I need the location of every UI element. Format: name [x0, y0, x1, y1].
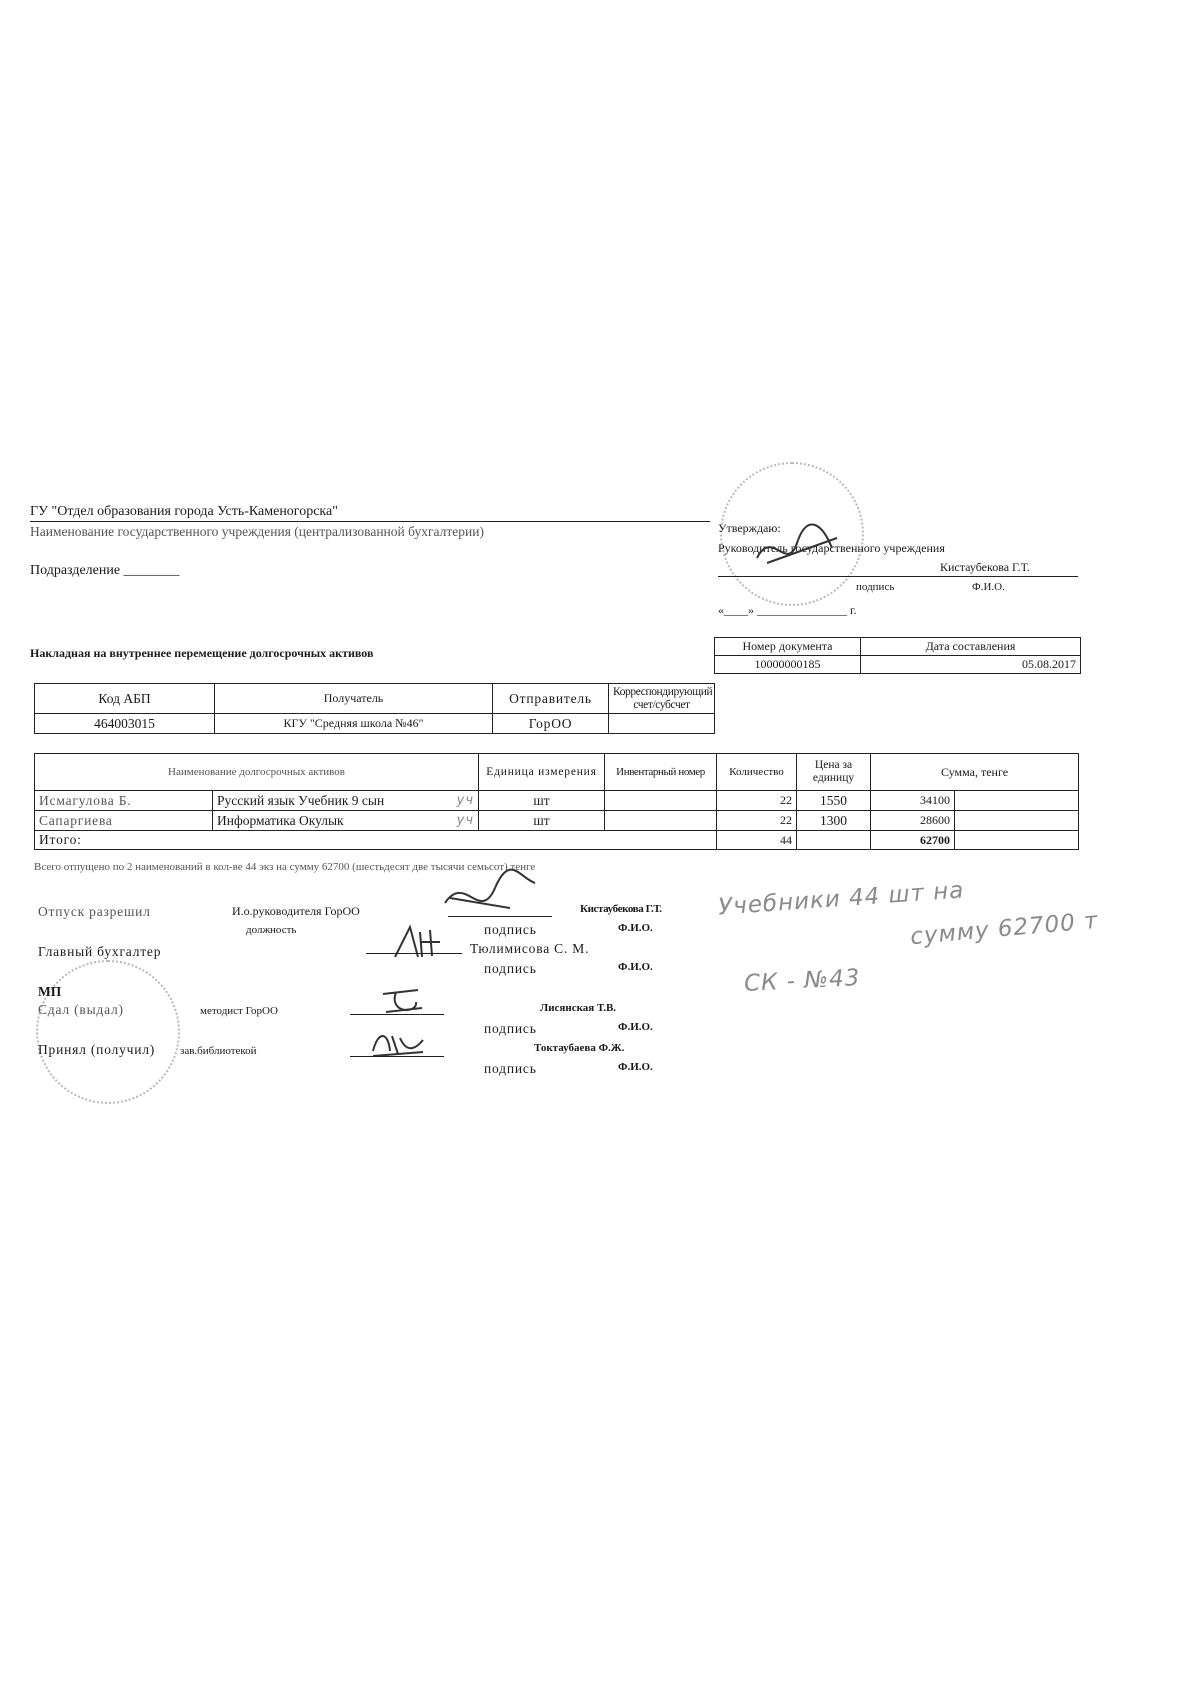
mp-label: МП	[38, 984, 62, 999]
accountant-name: Тюлимисова С. М.	[470, 941, 590, 956]
item-sum: 28600	[871, 811, 955, 831]
release-position: И.о.руководителя ГорОО	[232, 904, 360, 918]
release-name: Кистаубекова Г.Т.	[580, 903, 662, 915]
document-title: Накладная на внутреннее перемещение долгосрочных активов	[30, 646, 374, 660]
accountant-sign-caption: подпись	[484, 961, 537, 976]
item-name: Информатика Окулык уч	[213, 811, 479, 831]
parties-sender: ГорОО	[493, 714, 609, 734]
items-header-sum: Сумма, тенге	[871, 754, 1079, 791]
document-number-table	[714, 637, 1081, 674]
org-underline	[30, 521, 710, 522]
parties-header-sender: Отправитель	[493, 684, 609, 714]
organization-name: ГУ "Отдел образования города Усть-Каменогорска"	[30, 504, 338, 519]
doc-number-value: 10000000185	[715, 656, 861, 674]
release-sign-line	[448, 916, 552, 917]
handwritten-note-line2: сумму 62700 т	[909, 907, 1100, 951]
item-side-note: Исмагулова Б.	[35, 791, 213, 811]
parties-account	[609, 714, 715, 734]
accountant-signature	[390, 922, 450, 962]
item-price: 1550	[797, 791, 871, 811]
item-quantity: 22	[717, 791, 797, 811]
approve-label: Утверждаю:	[718, 521, 781, 535]
total-price-blank	[797, 831, 871, 850]
handed-name: Лисянская Т.В.	[540, 1002, 617, 1014]
parties-header-account: Корреспондирующий счет/субсчет	[609, 684, 715, 714]
handed-sign-line	[350, 1014, 444, 1015]
head-label: Руководитель государственного учреждения	[718, 541, 945, 555]
item-inventory	[605, 791, 717, 811]
handwritten-note-line3: СК - №43	[743, 964, 862, 998]
item-side-note: Сапаргиева	[35, 811, 213, 831]
approval-date-line: «____» _______________ г.	[718, 603, 857, 617]
item-sum-blank	[955, 791, 1079, 811]
item-sum: 34100	[871, 791, 955, 811]
total-quantity: 44	[717, 831, 797, 850]
release-fio-caption: Ф.И.О.	[618, 922, 653, 934]
table-row	[35, 811, 1079, 831]
received-fio-caption: Ф.И.О.	[618, 1061, 653, 1073]
items-table	[34, 753, 1079, 850]
parties-header-abp: Код АБП	[35, 684, 215, 714]
received-position: зав.библиотекой	[180, 1045, 257, 1057]
parties-recipient: КГУ "Средняя школа №46"	[215, 714, 493, 734]
received-sign-line	[350, 1056, 444, 1057]
received-sign-caption: подпись	[484, 1061, 537, 1076]
accountant-label: Главный бухгалтер	[38, 944, 162, 959]
item-price: 1300	[797, 811, 871, 831]
head-signature-line	[718, 576, 1078, 577]
total-row	[35, 831, 1079, 850]
position-caption: должность	[246, 924, 297, 936]
items-header-quantity: Количество	[717, 754, 797, 791]
received-signature	[368, 1026, 428, 1060]
total-sum: 62700	[871, 831, 955, 850]
handed-sign-caption: подпись	[484, 1021, 537, 1036]
subdivision-label: Подразделение ________	[30, 563, 180, 578]
head-sign-caption: подпись	[856, 581, 895, 593]
handed-fio-caption: Ф.И.О.	[618, 1021, 653, 1033]
items-header-unit: Единица измерения	[479, 754, 605, 791]
head-fio-caption: Ф.И.О.	[972, 581, 1005, 593]
accountant-fio-caption: Ф.И.О.	[618, 961, 653, 973]
item-unit: шт	[479, 791, 605, 811]
items-header-inventory: Инвентарный номер	[605, 754, 717, 791]
handwritten-note-line1: Учебники 44 шт на	[717, 877, 966, 921]
items-header-price: Цена за единицу	[797, 754, 871, 791]
release-label: Отпуск разрешил	[38, 904, 151, 919]
head-signature	[752, 518, 842, 578]
release-sign-caption: подпись	[484, 922, 537, 937]
total-sum-blank	[955, 831, 1079, 850]
items-header-name: Наименование долгосрочных активов	[35, 754, 479, 791]
handed-position: методист ГорОО	[200, 1005, 278, 1017]
handed-label: Сдал (выдал)	[38, 1002, 124, 1017]
item-quantity: 22	[717, 811, 797, 831]
parties-table	[34, 683, 715, 734]
item-sum-blank	[955, 811, 1079, 831]
seal-stamp	[36, 960, 180, 1104]
received-label: Принял (получил)	[38, 1042, 156, 1057]
doc-date-value: 05.08.2017	[861, 656, 1081, 674]
release-signature	[440, 868, 540, 928]
item-inventory	[605, 811, 717, 831]
head-name: Киcтаубекова Г.Т.	[940, 560, 1030, 574]
doc-date-header: Дата составления	[861, 638, 1081, 656]
doc-number-header: Номер документа	[715, 638, 861, 656]
total-label: Итого:	[35, 831, 717, 850]
organization-caption: Наименование государственного учреждения (централизованной бухгалтерии)	[30, 524, 484, 539]
item-unit: шт	[479, 811, 605, 831]
summary-line: Всего отпущено по 2 наименований в кол-ве 44 экз на сумму 62700 (шестьдесят две тысячи семьсот) тенге	[34, 861, 536, 873]
accountant-sign-line	[366, 953, 462, 954]
table-row	[35, 791, 1079, 811]
parties-header-recipient: Получатель	[215, 684, 493, 714]
item-name: Русский язык Учебник 9 сын уч	[213, 791, 479, 811]
parties-abp-code: 464003015	[35, 714, 215, 734]
received-name: Токтаубаева Ф.Ж.	[534, 1042, 625, 1054]
